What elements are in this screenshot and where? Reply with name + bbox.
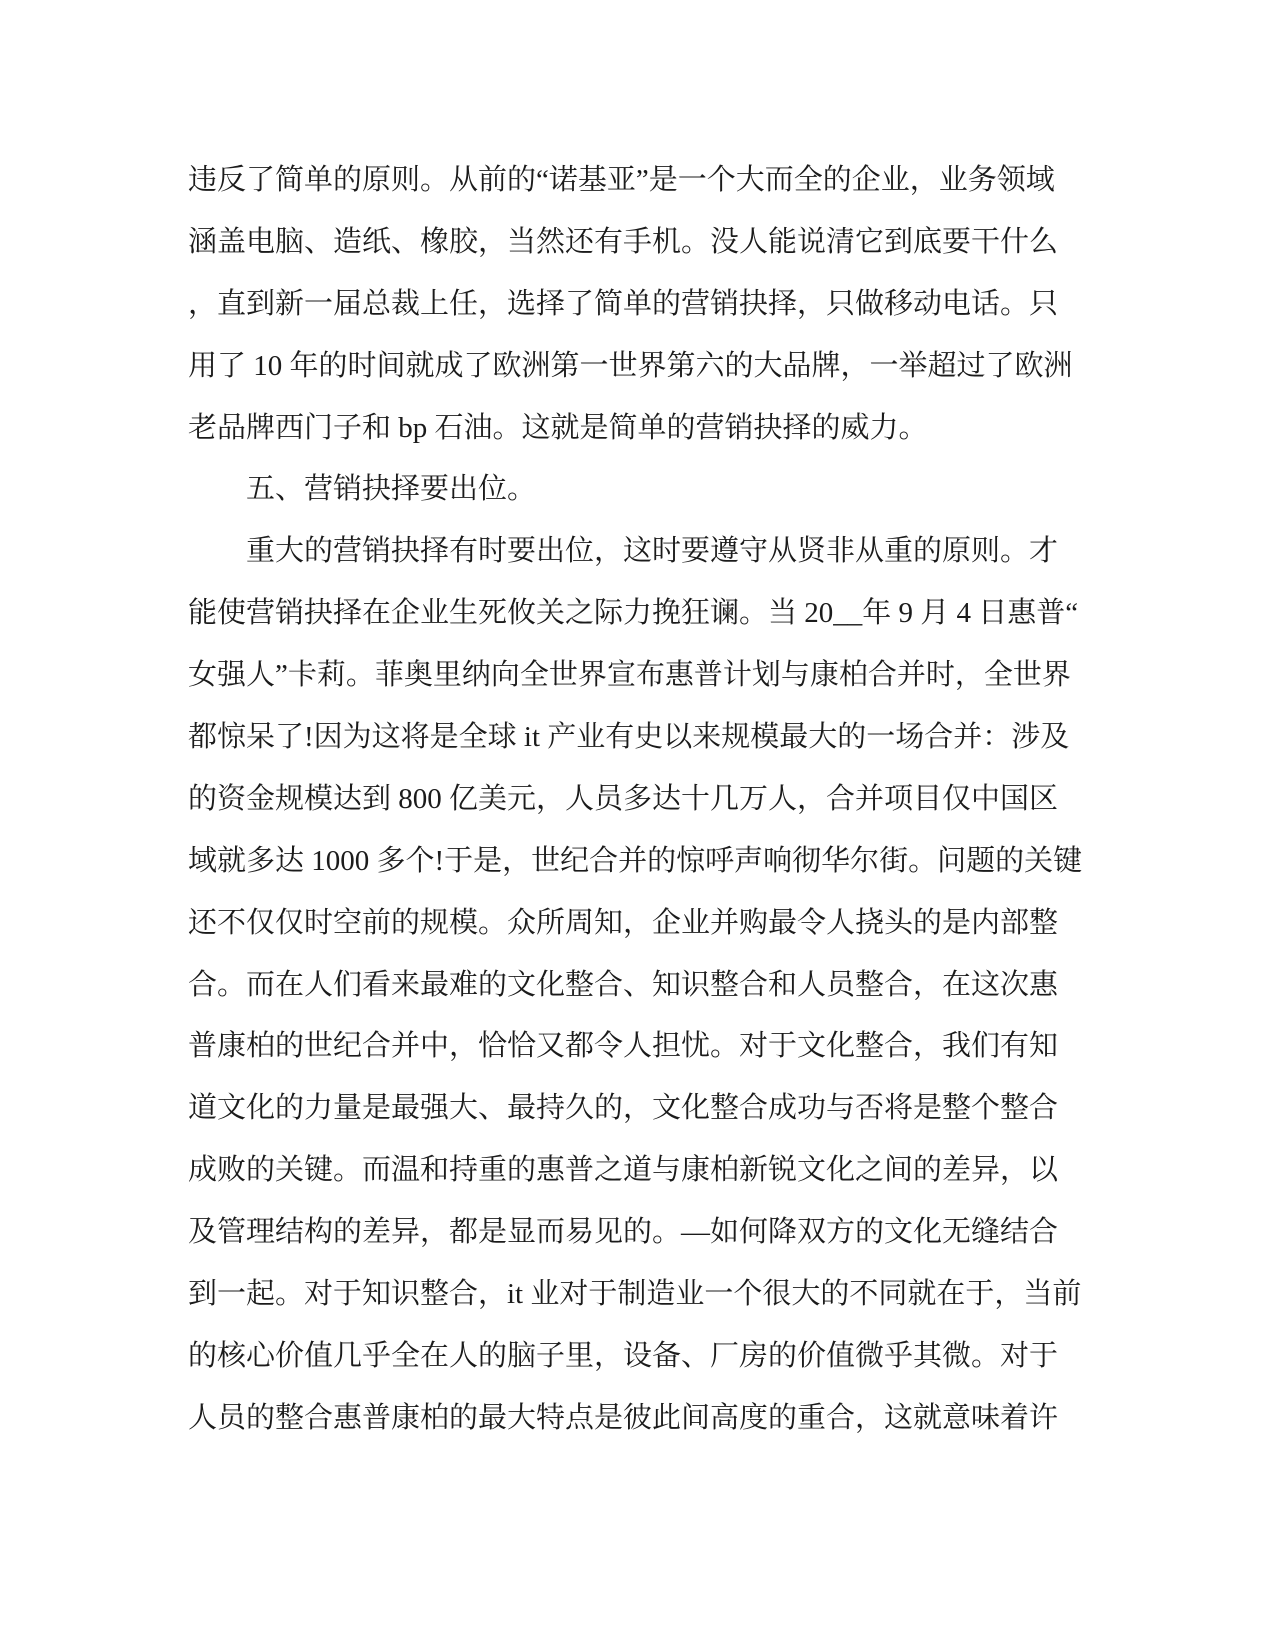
text-line: 用了 10 年的时间就成了欧洲第一世界第六的大品牌，一举超过了欧洲 <box>188 349 1073 382</box>
text-line: 还不仅仅时空前的规模。众所周知，企业并购最令人挠头的是内部整 <box>188 906 1059 939</box>
text-line: 合。而在人们看来最难的文化整合、知识整合和人员整合，在这次惠 <box>188 968 1059 1001</box>
text-line: ，直到新一届总裁上任，选择了简单的营销抉择，只做移动电话。只 <box>188 287 1059 320</box>
section-heading: 五、营销抉择要出位。 <box>188 473 537 506</box>
text-line: 重大的营销抉择有时要出位，这时要遵守从贤非从重的原则。才 <box>188 535 1059 568</box>
text-line: 的核心价值几乎全在人的脑子里，设备、厂房的价值微乎其微。对于 <box>188 1339 1059 1372</box>
text-line: 都惊呆了!因为这将是全球 it 产业有史以来规模最大的一场合并：涉及 <box>188 721 1070 754</box>
text-line: 到一起。对于知识整合，it 业对于制造业一个很大的不同就在于，当前 <box>188 1278 1082 1311</box>
text-line: 违反了简单的原则。从前的“诺基亚”是一个大而全的企业，业务领域 <box>188 164 1055 196</box>
text-line: 的资金规模达到 800 亿美元，人员多达十几万人，合并项目仅中国区 <box>188 782 1059 815</box>
text-line: 涵盖电脑、造纸、橡胶，当然还有手机。没人能说清它到底要干什么 <box>188 225 1059 258</box>
text-line: 能使营销抉择在企业生死攸关之际力挽狂谰。当 20__年 9 月 4 日惠普“ <box>188 597 1079 630</box>
text-line: 域就多达 1000 多个!于是，世纪合并的惊呼声响彻华尔街。问题的关键 <box>188 844 1083 877</box>
text-line: 及管理结构的差异，都是显而易见的。—如何降双方的文化无缝结合 <box>188 1216 1059 1249</box>
text-line: 普康柏的世纪合并中，恰恰又都令人担忧。对于文化整合，我们有知 <box>188 1030 1059 1063</box>
text-line: 老品牌西门子和 bp 石油。这就是简单的营销抉择的威力。 <box>188 411 928 444</box>
document-body <box>188 150 1083 1450</box>
text-line: 女强人”卡莉。菲奥里纳向全世界宣布惠普计划与康柏合并时，全世界 <box>188 659 1071 692</box>
text-line: 人员的整合惠普康柏的最大特点是彼此间高度的重合，这就意味着许 <box>188 1401 1059 1434</box>
text-line: 成败的关键。而温和持重的惠普之道与康柏新锐文化之间的差异，以 <box>188 1154 1059 1187</box>
text-line: 道文化的力量是最强大、最持久的，文化整合成功与否将是整个整合 <box>188 1092 1059 1125</box>
